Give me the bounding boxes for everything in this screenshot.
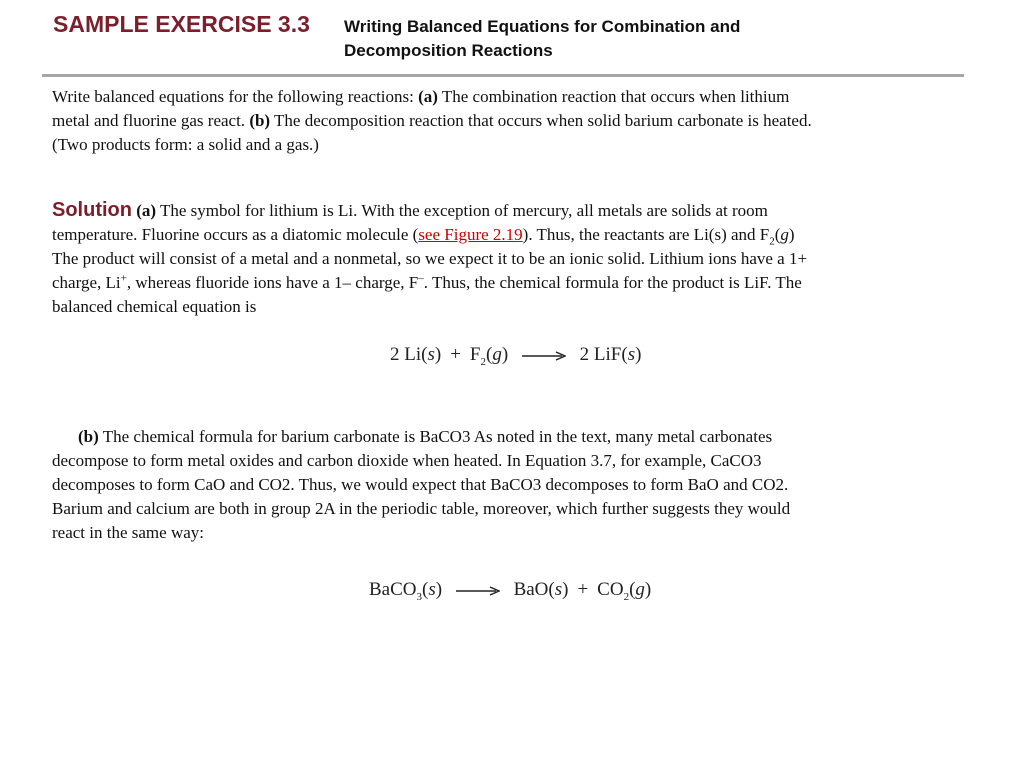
reactant-lithium: 2 Li(s) — [390, 344, 442, 365]
solution-b-line-3: decomposes to form CaO and CO2. Thus, we would expect that BaCO3 decomposes to form BaO and CO2. — [52, 475, 789, 494]
problem-line-2 — [52, 109, 952, 133]
solution-b-line-5: react in the same way: — [52, 523, 204, 542]
solution-a-line-1 — [52, 198, 952, 223]
subscript: 2 — [769, 235, 775, 248]
solution-a-line-3: The product will consist of a metal and a nonmetal, so we expect it to be an ionic solid. Lithium ions have a 1+ — [52, 249, 808, 268]
product-lithium-fluoride: 2 LiF(s) — [579, 344, 642, 365]
solution-text: , whereas fluoride ions have a 1– charge, F — [126, 273, 419, 292]
reaction-arrow-icon — [522, 351, 566, 361]
exercise-title — [344, 15, 864, 63]
exercise-label: SAMPLE EXERCISE 3.3 — [53, 11, 310, 37]
solution-text: . Thus, the chemical formula for the product is LiF. The — [423, 273, 802, 292]
problem-line-3: (Two products form: a solid and a gas.) — [52, 135, 319, 154]
part-b-marker: (b) — [78, 427, 99, 446]
solution-label: Solution — [52, 199, 132, 221]
solution-text: ( — [774, 225, 781, 244]
problem-text: The decomposition reaction that occurs when solid barium carbonate is heated. — [270, 111, 812, 130]
problem-text: metal and fluorine gas react. — [52, 111, 250, 130]
problem-text: The combination reaction that occurs when lithium — [437, 87, 790, 106]
solution-text: ) — [788, 225, 795, 244]
solution-b-line-2: decompose to form metal oxides and carbon dioxide when heated. In Equation 3.7, for example, CaCO3 — [52, 451, 762, 470]
problem-line-1 — [52, 85, 952, 109]
equation-barium-carbonate — [369, 579, 651, 601]
ion-charge: – — [418, 272, 424, 285]
plus-sign: + — [577, 579, 589, 600]
product-carbon-dioxide: $CO_2(g)$ — [597, 579, 652, 603]
exercise-title-line-2: Decomposition Reactions — [344, 41, 553, 60]
solution-b-line-1 — [52, 425, 952, 449]
exercise-title-line-1: Writing Balanced Equations for Combination and — [344, 17, 741, 36]
part-a-marker: (a) — [136, 201, 157, 220]
solution-part-a — [52, 198, 952, 319]
part-b-marker: (b) — [249, 111, 271, 130]
reactant-barium-carbonate: BaCO$_3$(s) — [369, 579, 443, 603]
solution-text: The chemical formula for barium carbonate is BaCO3 As noted in the text, many metal carbonates — [98, 427, 773, 446]
solution-a-line-2 — [52, 223, 952, 247]
ion-charge: + — [120, 272, 127, 285]
solution-text: The symbol for lithium is Li. With the exception of mercury, all metals are solids at room — [156, 201, 768, 220]
reaction-arrow-icon — [456, 586, 500, 596]
problem-statement — [52, 85, 952, 157]
state-symbol: g — [780, 225, 789, 244]
solution-a-line-4 — [52, 271, 952, 295]
plus-sign: + — [450, 344, 461, 365]
product-barium-oxide: BaO(s) — [513, 579, 569, 600]
solution-b-line-4: Barium and calcium are both in group 2A in the periodic table, moreover, which further suggests they would — [52, 499, 791, 518]
solution-text: ). Thus, the reactants are Li(s) and F — [522, 225, 770, 244]
solution-text: temperature. Fluorine occurs as a diatomic molecule ( — [52, 225, 419, 244]
header-divider — [42, 74, 964, 77]
problem-text: Write balanced equations for the following reactions: — [52, 87, 419, 106]
solution-part-b — [52, 425, 952, 545]
solution-text: charge, Li — [52, 273, 121, 292]
equation-lithium-fluoride — [390, 344, 641, 366]
reactant-fluorine: $F_2(g)$ — [469, 344, 509, 368]
part-a-marker: (a) — [418, 87, 438, 106]
figure-2-19-link[interactable]: see Figure 2.19 — [418, 225, 523, 244]
solution-a-line-5: balanced chemical equation is — [52, 297, 257, 316]
